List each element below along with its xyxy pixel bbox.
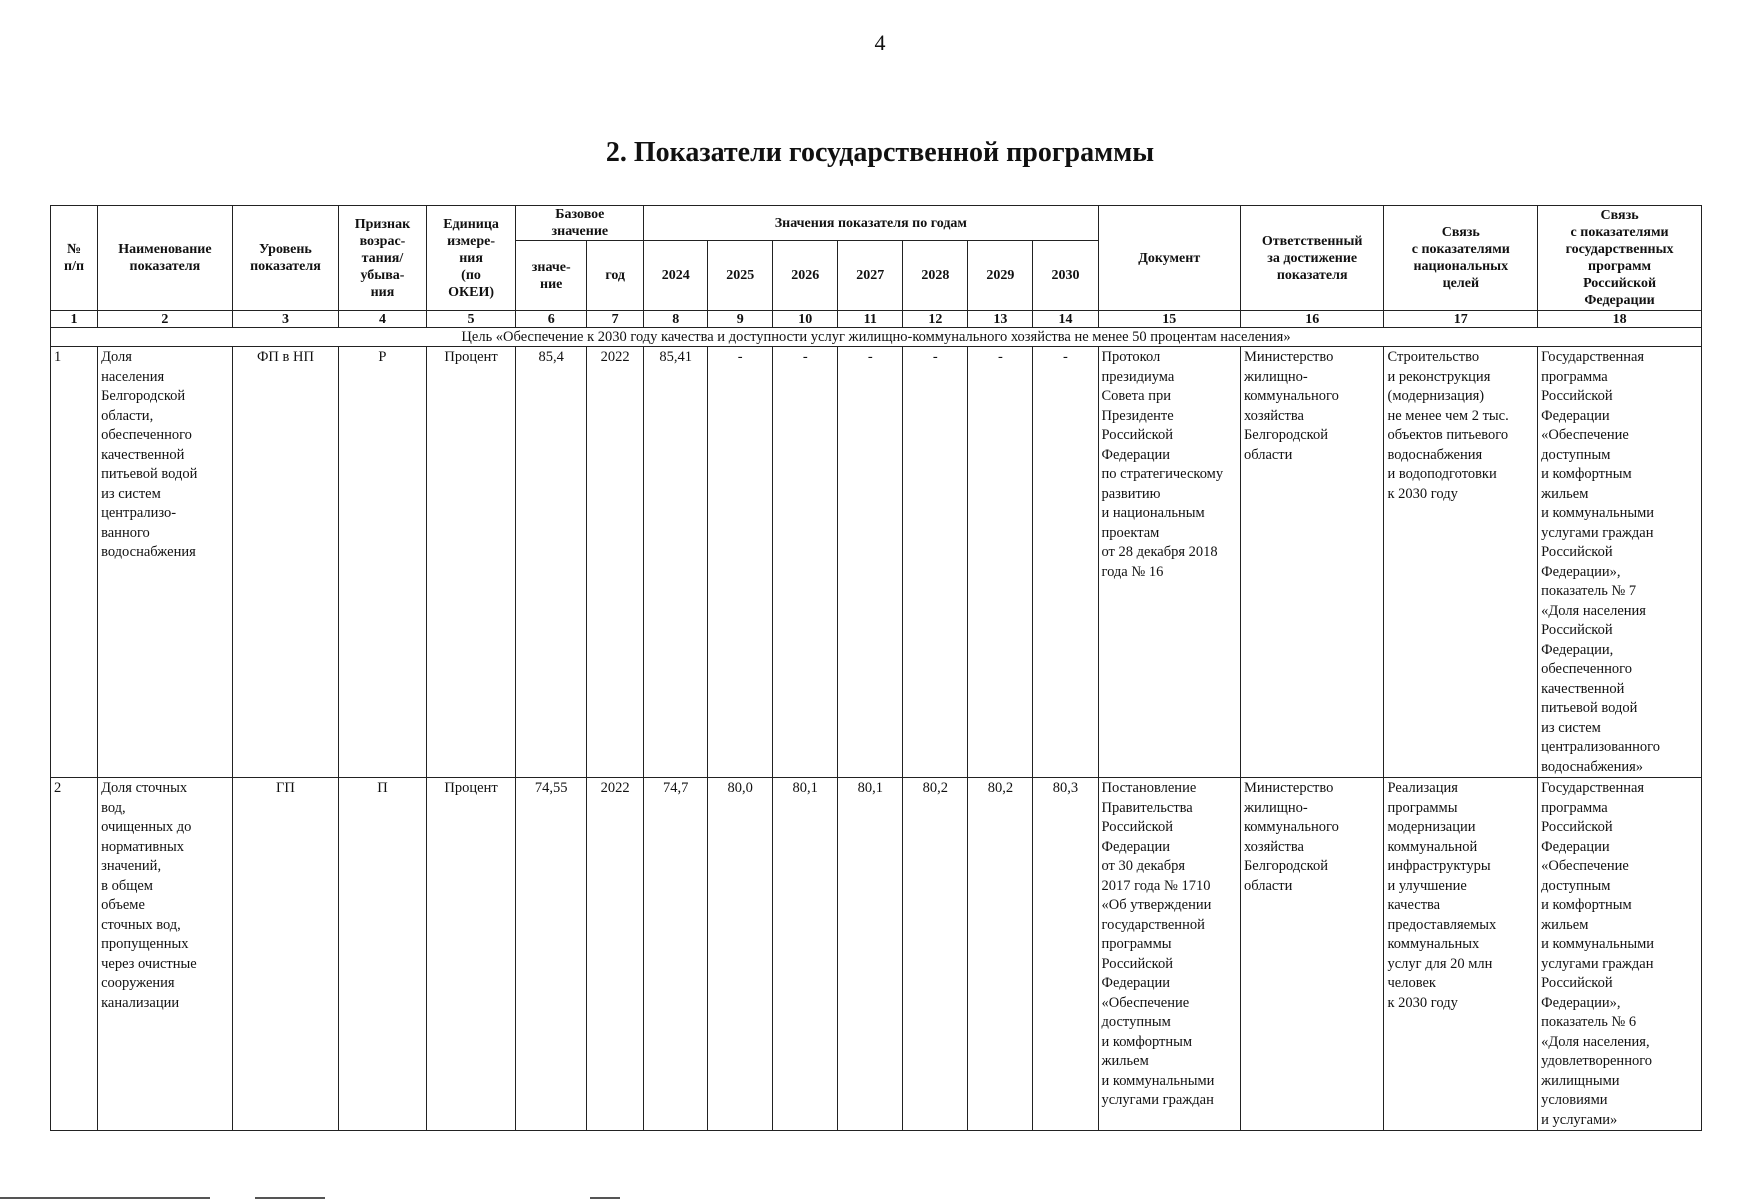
header-base-value: значе- ние: [516, 241, 587, 311]
base-value: 74,55: [516, 778, 587, 1131]
row-num: 1: [51, 347, 98, 778]
base-year: 2022: [587, 347, 644, 778]
page-number: 4: [874, 30, 886, 55]
header-name: Наименование показателя: [98, 206, 233, 311]
column-number: 8: [644, 311, 708, 328]
header-year: 2026: [773, 241, 838, 311]
base-value: 85,4: [516, 347, 587, 778]
column-number: 12: [903, 311, 968, 328]
header-year: 2030: [1033, 241, 1098, 311]
year-value: -: [968, 347, 1033, 778]
column-number: 1: [51, 311, 98, 328]
year-value: -: [1033, 347, 1098, 778]
header-num: № п/п: [51, 206, 98, 311]
year-value: 80,1: [838, 778, 903, 1131]
document-cell: Постановление Правительства Российской Федерации от 30 декабря 2017 года № 1710 «Об утверждении государственной программы Российской Федерации «Обеспечение доступным и комфортным жильем и коммунальными услугами граждан: [1098, 778, 1240, 1131]
responsible-cell: Министерство жилищно- коммунального хозяйства Белгородской области: [1240, 347, 1384, 778]
header-responsible: Ответственный за достижение показателя: [1240, 206, 1384, 311]
header-state-link: Связь с показателями государственных программ Российской Федерации: [1538, 206, 1702, 311]
year-value: -: [838, 347, 903, 778]
page-title: 2. Показатели государственной программы: [605, 137, 1155, 168]
column-number: 10: [773, 311, 838, 328]
base-year: 2022: [587, 778, 644, 1131]
year-value: 80,2: [903, 778, 968, 1131]
header-year: 2025: [708, 241, 773, 311]
row-num: 2: [51, 778, 98, 1131]
document-cell: Протокол президиума Совета при Президенте Российской Федерации по стратегическому развитию и национальным проектам от 28 декабря 2018 года № 16: [1098, 347, 1240, 778]
scan-artifact-line: [255, 1197, 325, 1199]
indicator-trend: Р: [339, 347, 426, 778]
responsible-cell: Министерство жилищно- коммунального хозяйства Белгородской области: [1240, 778, 1384, 1131]
column-number: 7: [587, 311, 644, 328]
header-unit: Единица измере- ния (по ОКЕИ): [426, 206, 516, 311]
year-value: -: [903, 347, 968, 778]
header-national-link: Связь с показателями национальных целей: [1384, 206, 1538, 311]
header-trend: Признак возрас- тания/ убыва- ния: [339, 206, 426, 311]
state-link-cell: Государственная программа Российской Федерации «Обеспечение доступным и комфортным жильем и коммунальными услугами граждан Российской Федерации», показатель № 7 «Доля населения Российской Федерации, обеспеченного качественной питьевой водой из систем централизованного водоснабжения»: [1538, 347, 1702, 778]
header-year: 2027: [838, 241, 903, 311]
header-year: 2029: [968, 241, 1033, 311]
scan-artifact-line: [590, 1197, 620, 1199]
state-link-cell: Государственная программа Российской Федерации «Обеспечение доступным и комфортным жильем и коммунальными услугами граждан Российской Федерации», показатель № 6 «Доля населения, удовлетворенного жилищными условиями и услугами»: [1538, 778, 1702, 1131]
indicator-name: Доля населения Белгородской области, обеспеченного качественной питьевой водой из систем централизо- ванного водоснабжения: [98, 347, 233, 778]
column-number: 6: [516, 311, 587, 328]
year-value: 80,2: [968, 778, 1033, 1131]
column-number: 3: [232, 311, 339, 328]
column-number: 4: [339, 311, 426, 328]
header-level: Уровень показателя: [232, 206, 339, 311]
indicator-level: ФП в НП: [232, 347, 339, 778]
column-number: 11: [838, 311, 903, 328]
header-year: 2028: [903, 241, 968, 311]
column-number: 13: [968, 311, 1033, 328]
header-year: 2024: [644, 241, 708, 311]
column-number: 15: [1098, 311, 1240, 328]
national-link-cell: Реализация программы модернизации коммунальной инфраструктуры и улучшение качества предоставляемых коммунальных услуг для 20 млн человек к 2030 году: [1384, 778, 1538, 1131]
column-number: 2: [98, 311, 233, 328]
column-number: 14: [1033, 311, 1098, 328]
header-base-year: год: [587, 241, 644, 311]
indicator-trend: П: [339, 778, 426, 1131]
indicators-table: [50, 205, 1702, 1131]
indicator-unit: Процент: [426, 778, 516, 1131]
column-number: 16: [1240, 311, 1384, 328]
header-document: Документ: [1098, 206, 1240, 311]
goal-row: Цель «Обеспечение к 2030 году качества и доступности услуг жилищно-коммунального хозяйства не менее 50 процентам населения»: [51, 328, 1702, 347]
year-value: -: [708, 347, 773, 778]
indicator-level: ГП: [232, 778, 339, 1131]
year-value: 80,1: [773, 778, 838, 1131]
year-value: -: [773, 347, 838, 778]
table-row: [51, 347, 1702, 778]
year-value: 85,41: [644, 347, 708, 778]
table-row: [51, 778, 1702, 1131]
column-number: 5: [426, 311, 516, 328]
scan-artifact-line: [0, 1197, 210, 1199]
year-value: 80,0: [708, 778, 773, 1131]
indicator-unit: Процент: [426, 347, 516, 778]
column-number: 17: [1384, 311, 1538, 328]
indicator-name: Доля сточных вод, очищенных до нормативных значений, в общем объеме сточных вод, пропущенных через очистные сооружения канализации: [98, 778, 233, 1131]
header-years-title: Значения показателя по годам: [644, 206, 1098, 241]
column-number: 18: [1538, 311, 1702, 328]
header-base: Базовое значение: [516, 206, 644, 241]
national-link-cell: Строительство и реконструкция (модернизация) не менее чем 2 тыс. объектов питьевого водоснабжения и водоподготовки к 2030 году: [1384, 347, 1538, 778]
column-numbers-row: [51, 311, 1702, 328]
year-value: 74,7: [644, 778, 708, 1131]
column-number: 9: [708, 311, 773, 328]
year-value: 80,3: [1033, 778, 1098, 1131]
